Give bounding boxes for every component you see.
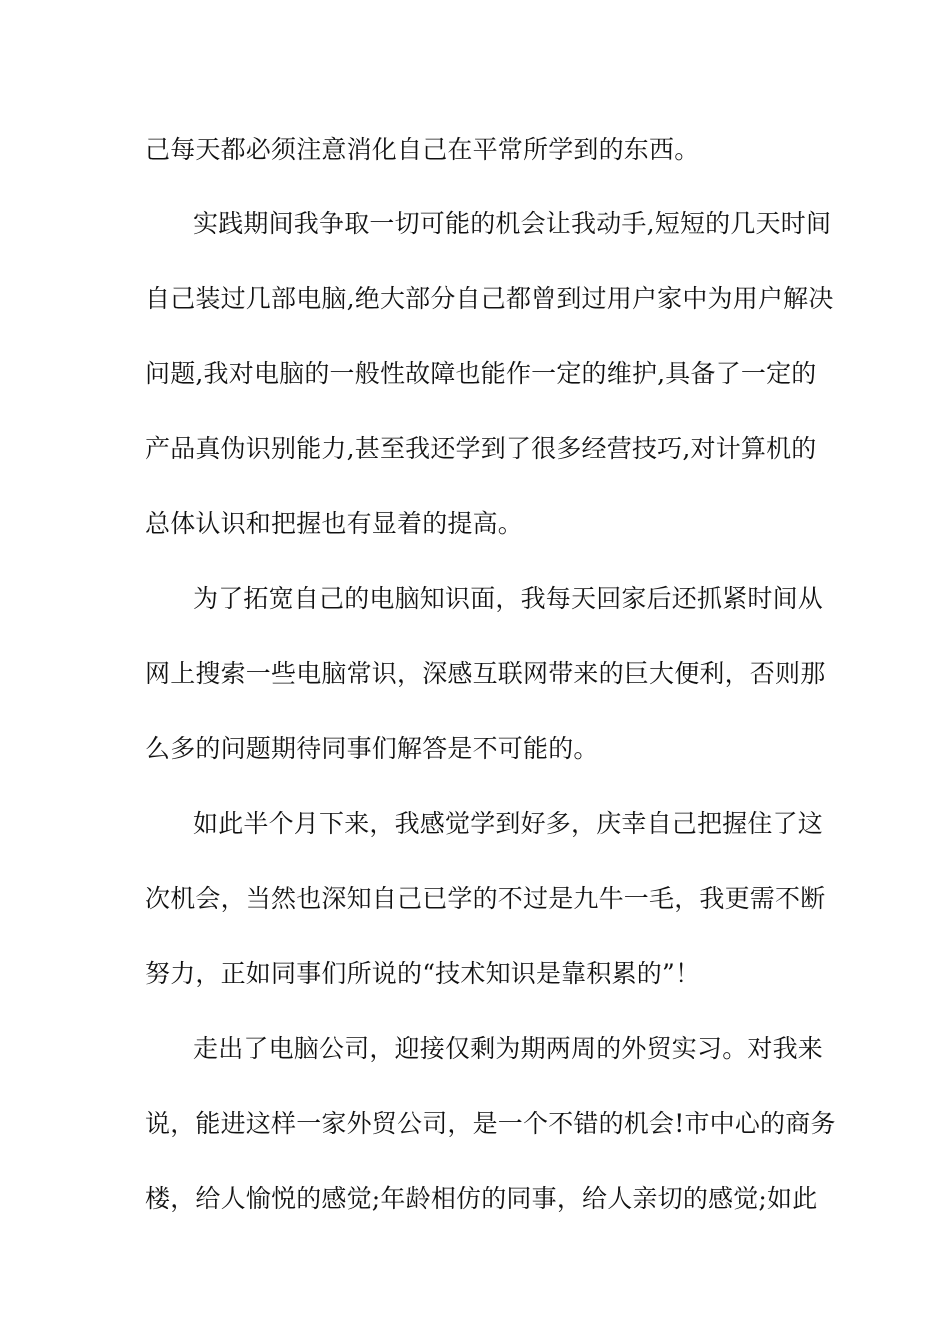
text-line-1: 己每天都必须注意消化自己在平常所学到的东西。	[145, 135, 700, 164]
text-line-3: 自己装过几部电脑,绝大部分自己都曾到过用户家中为用户解决	[145, 284, 834, 313]
text-line-9: 么多的问题期待同事们解答是不可能的。	[145, 734, 599, 763]
text-line-12: 努力，正如同事们所说的“技术知识是靠积累的”！	[145, 959, 701, 988]
text-line-14: 说，能进这样一家外贸公司，是一个不错的机会!市中心的商务	[145, 1109, 836, 1138]
text-line-4: 问题,我对电脑的一般性故障也能作一定的维护,具备了一定的	[145, 359, 817, 388]
text-line-11: 次机会，当然也深知自己已学的不过是九牛一毛，我更需不断	[145, 884, 826, 913]
text-line-8: 网上搜索一些电脑常识，深感互联网带来的巨大便利，否则那	[145, 659, 826, 688]
text-line-15: 楼，给人愉悦的感觉;年龄相仿的同事，给人亲切的感觉;如此	[145, 1184, 818, 1213]
text-line-10: 如此半个月下来，我感觉学到好多，庆幸自己把握住了这	[193, 809, 824, 838]
text-line-6: 总体认识和把握也有显着的提高。	[145, 509, 524, 538]
text-line-7: 为了拓宽自己的电脑知识面，我每天回家后还抓紧时间从	[193, 584, 824, 613]
text-line-13: 走出了电脑公司，迎接仅剩为期两周的外贸实习。对我来	[193, 1034, 824, 1063]
text-line-2: 实践期间我争取一切可能的机会让我动手,短短的几天时间	[193, 209, 832, 238]
text-line-5: 产品真伪识别能力,甚至我还学到了很多经营技巧,对计算机的	[145, 434, 817, 463]
